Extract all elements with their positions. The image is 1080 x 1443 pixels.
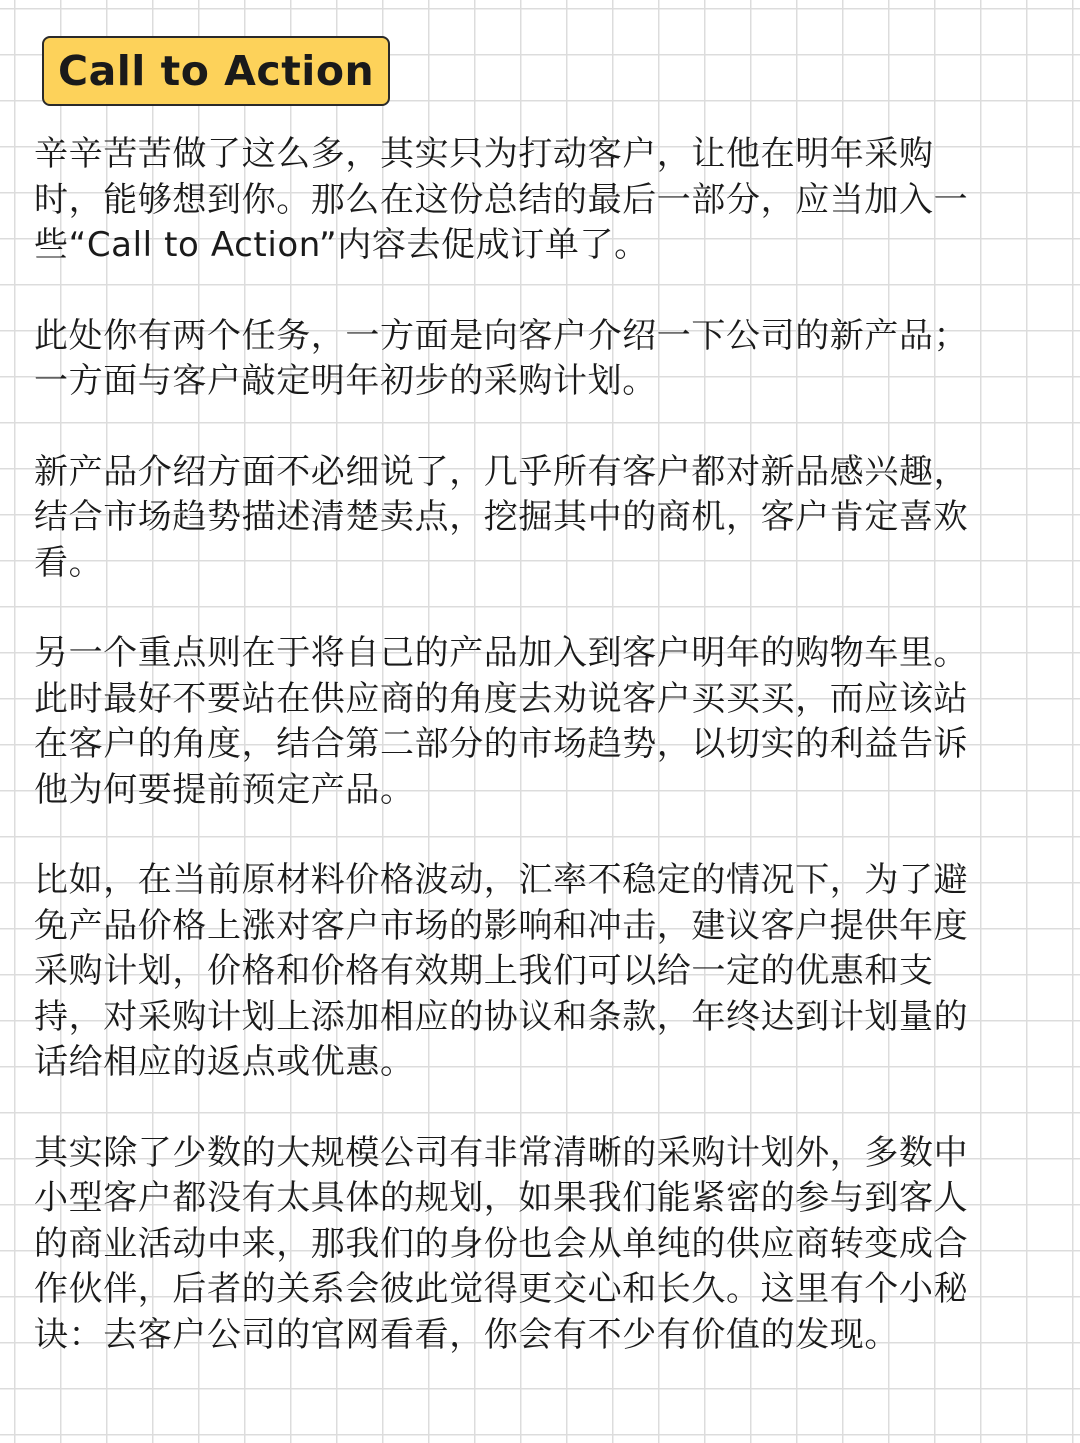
article-body: [34, 132, 994, 1358]
paragraph-5: 比如，在当前原材料价格波动，汇率不稳定的情况下，为了避免产品价格上涨对客户市场的影响和冲击，建议客户提供年度采购计划，价格和价格有效期上我们可以给一定的优惠和支持，对采购计划上添加相应的协议和条款，年终达到计划量的话给相应的返点或优惠。: [34, 860, 969, 1082]
paragraph-4: 另一个重点则在于将自己的产品加入到客户明年的购物车里。此时最好不要站在供应商的角度去劝说客户买买买，而应该站在客户的角度，结合第二部分的市场趋势，以切实的利益告诉他为何要提前预定产品。: [34, 633, 969, 810]
paragraph-3: 新产品介绍方面不必细说了，几乎所有客户都对新品感兴趣，结合市场趋势描述清楚卖点，挖掘其中的商机，客户肯定喜欢看。: [34, 451, 969, 583]
page-title: Call to Action: [58, 47, 375, 95]
paragraph-2: 此处你有两个任务，一方面是向客户介绍一下公司的新产品；一方面与客户敲定明年初步的采购计划。: [34, 315, 969, 401]
paragraph-6: 其实除了少数的大规模公司有非常清晰的采购计划外，多数中小型客户都没有太具体的规划，如果我们能紧密的参与到客人的商业活动中来，那我们的身份也会从单纯的供应商转变成合作伙伴，后者的关系会彼此觉得更交心和长久。这里有个小秘诀：去客户公司的官网看看，你会有不少有价值的发现。: [34, 1132, 969, 1355]
paragraph-1: 辛辛苦苦做了这么多，其实只为打动客户，让他在明年采购时，能够想到你。那么在这份总结的最后一部分，应当加入一些“Call to Action”内容去促成订单了。: [34, 134, 969, 265]
title-badge: [42, 36, 390, 106]
